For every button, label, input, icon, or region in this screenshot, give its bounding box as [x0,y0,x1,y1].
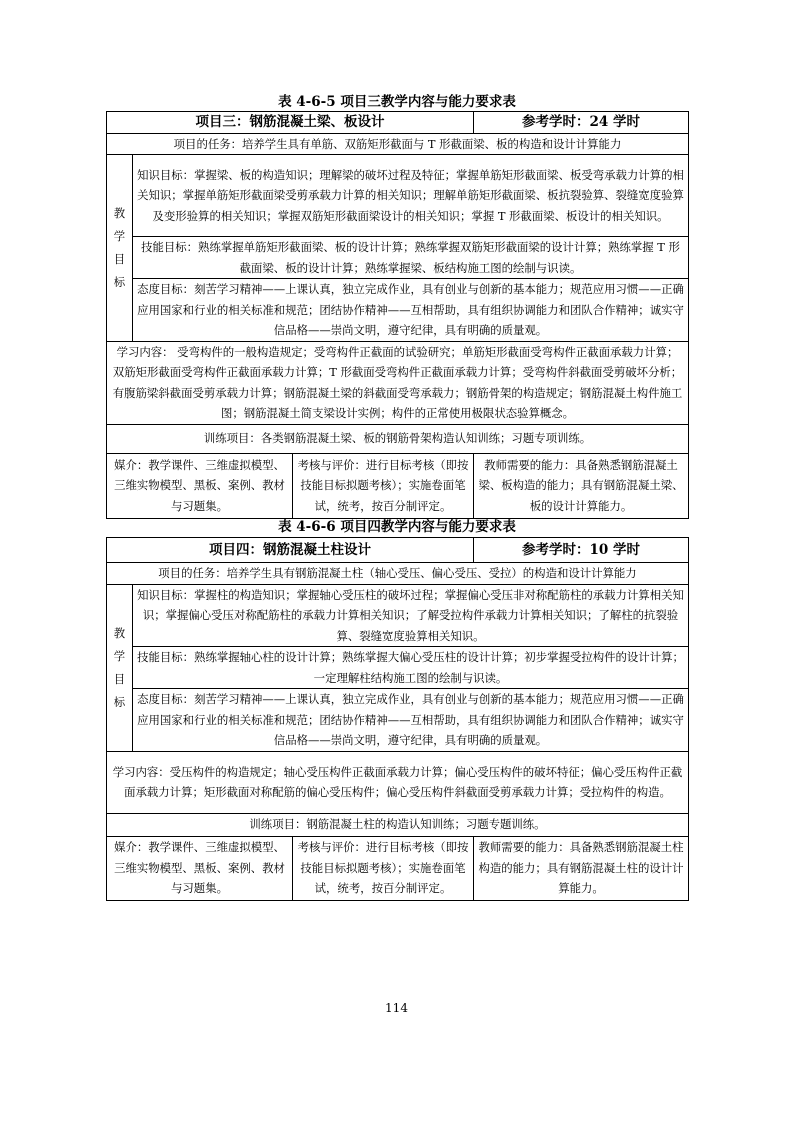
teaching-media: 媒介：教学课件、三维虚拟模型、三维实物模型、黑板、案例、教材与习题集。 [107,836,293,900]
teaching-objectives-label: 教 学 目 标 [107,584,133,751]
table-caption: 表 4-6-6 项目四教学内容与能力要求表 [278,519,516,535]
assessment: 考核与评价：进行目标考核（即按技能目标拟题考核）；实施卷面笔试，统考，按百分制评定。 [293,836,474,900]
teacher-ability: 教师需要的能力：具备熟悉钢筋混凝土梁、板构造的能力；具有钢筋混凝土梁、板的设计计算能力。 [474,453,689,518]
teaching-objectives-label: 教 学 目 标 [107,155,133,342]
ability-table-project-3 [106,111,689,519]
attitude-objective: 态度目标：刻苦学习精神——上课认真，独立完成作业，具有创业与创新的基本能力；规范应用习惯——正确应用国家和行业的相关标准和规范；团结协作精神——互相帮助，具有组织协调能力和团队合作精神；诚实守信品格——崇尚文明，遵守纪律，具有明确的质量观。 [133,689,689,752]
knowledge-objective: 知识目标：掌握梁、板的构造知识；理解梁的破坏过程及特征；掌握单筋矩形截面梁、板受弯承载力计算的相关知识；掌握单筋矩形截面梁受剪承载力计算的相关知识；理解单筋矩形截面梁、板抗裂验算、裂缝宽度验算及变形验算的相关知识；掌握双筋矩形截面梁设计的相关知识；掌握 T 形截面梁、板设计的相关知识。 [133,155,689,237]
table-caption: 表 4-6-5 项目三教学内容与能力要求表 [278,94,516,110]
skill-objective: 技能目标：熟练掌握单筋矩形截面梁、板的设计计算；熟练掌握双筋矩形截面梁的设计计算；熟练掌握 T 形截面梁、板的设计计算；熟练掌握梁、板结构施工图的绘制与识读。 [133,237,689,279]
assessment: 考核与评价：进行目标考核（即按技能目标拟题考核）；实施卷面笔试，统考，按百分制评定。 [293,453,474,518]
learning-content: 学习内容： 受弯构件的一般构造规定；受弯构件正截面的试验研究；单筋矩形截面受弯构件正截面承载力计算；双筋矩形截面受弯构件正截面承载力计算；T 形截面受弯构件正截面承载力计算；受弯构件斜截面受剪破坏分析；有腹筋梁斜截面受剪承载力计算；钢筋混凝土梁的斜截面受弯承载力；钢筋骨架的构造规定；钢筋混凝土构件施工图；钢筋混凝土简支梁设计实例；构件的正常使用极限状态验算概念。 [107,341,689,424]
teacher-ability: 教师需要的能力：具备熟悉钢筋混凝土柱构造的能力；具有钢筋混凝土柱的设计计算能力。 [474,836,689,900]
project-task: 项目的任务：培养学生具有钢筋混凝土柱（轴心受压、偏心受压、受拉）的构造和设计计算能力 [107,563,689,585]
knowledge-objective: 知识目标：掌握柱的构造知识；掌握轴心受压柱的破坏过程；掌握偏心受压非对称配筋柱的承载力计算相关知识；掌握偏心受压对称配筋柱的承载力计算相关知识；了解受拉构件承载力计算相关知识；了解柱的抗裂验算、裂缝宽度验算相关知识。 [133,584,689,647]
training-project: 训练项目：各类钢筋混凝土梁、板的钢筋骨架构造认知训练；习题专项训练。 [107,424,689,453]
learning-content: 学习内容：受压构件的构造规定；轴心受压构件正截面承载力计算；偏心受压构件的破坏特征；偏心受压构件正截面承载力计算；矩形截面对称配筋的偏心受压构件；偏心受压构件斜截面受剪承载力计算；受拉构件的构造。 [107,751,689,813]
teaching-media: 媒介：教学课件、三维虚拟模型、三维实物模型、黑板、案例、教材与习题集。 [107,453,293,518]
page-number: 114 [385,1001,408,1015]
training-project: 训练项目：钢筋混凝土柱的构造认知训练；习题专题训练。 [107,813,689,836]
project-title: 项目三：钢筋混凝土梁、板设计 [107,112,474,134]
attitude-objective: 态度目标：刻苦学习精神——上课认真，独立完成作业，具有创业与创新的基本能力；规范应用习惯——正确应用国家和行业的相关标准和规范；团结协作精神——互相帮助，具有组织协调能力和团队合作精神；诚实守信品格——崇尚文明，遵守纪律，具有明确的质量观。 [133,279,689,342]
reference-hours: 参考学时：10 学时 [474,538,689,563]
skill-objective: 技能目标：熟练掌握轴心柱的设计计算；熟练掌握大偏心受压柱的设计计算；初步掌握受拉构件的设计计算；一定理解柱结构施工图的绘制与识读。 [133,647,689,689]
project-task: 项目的任务：培养学生具有单筋、双筋矩形截面与 T 形截面梁、板的构造和设计计算能力 [107,133,689,155]
project-title: 项目四：钢筋混凝土柱设计 [107,538,474,563]
reference-hours: 参考学时：24 学时 [474,112,689,134]
ability-table-project-4 [106,537,689,901]
